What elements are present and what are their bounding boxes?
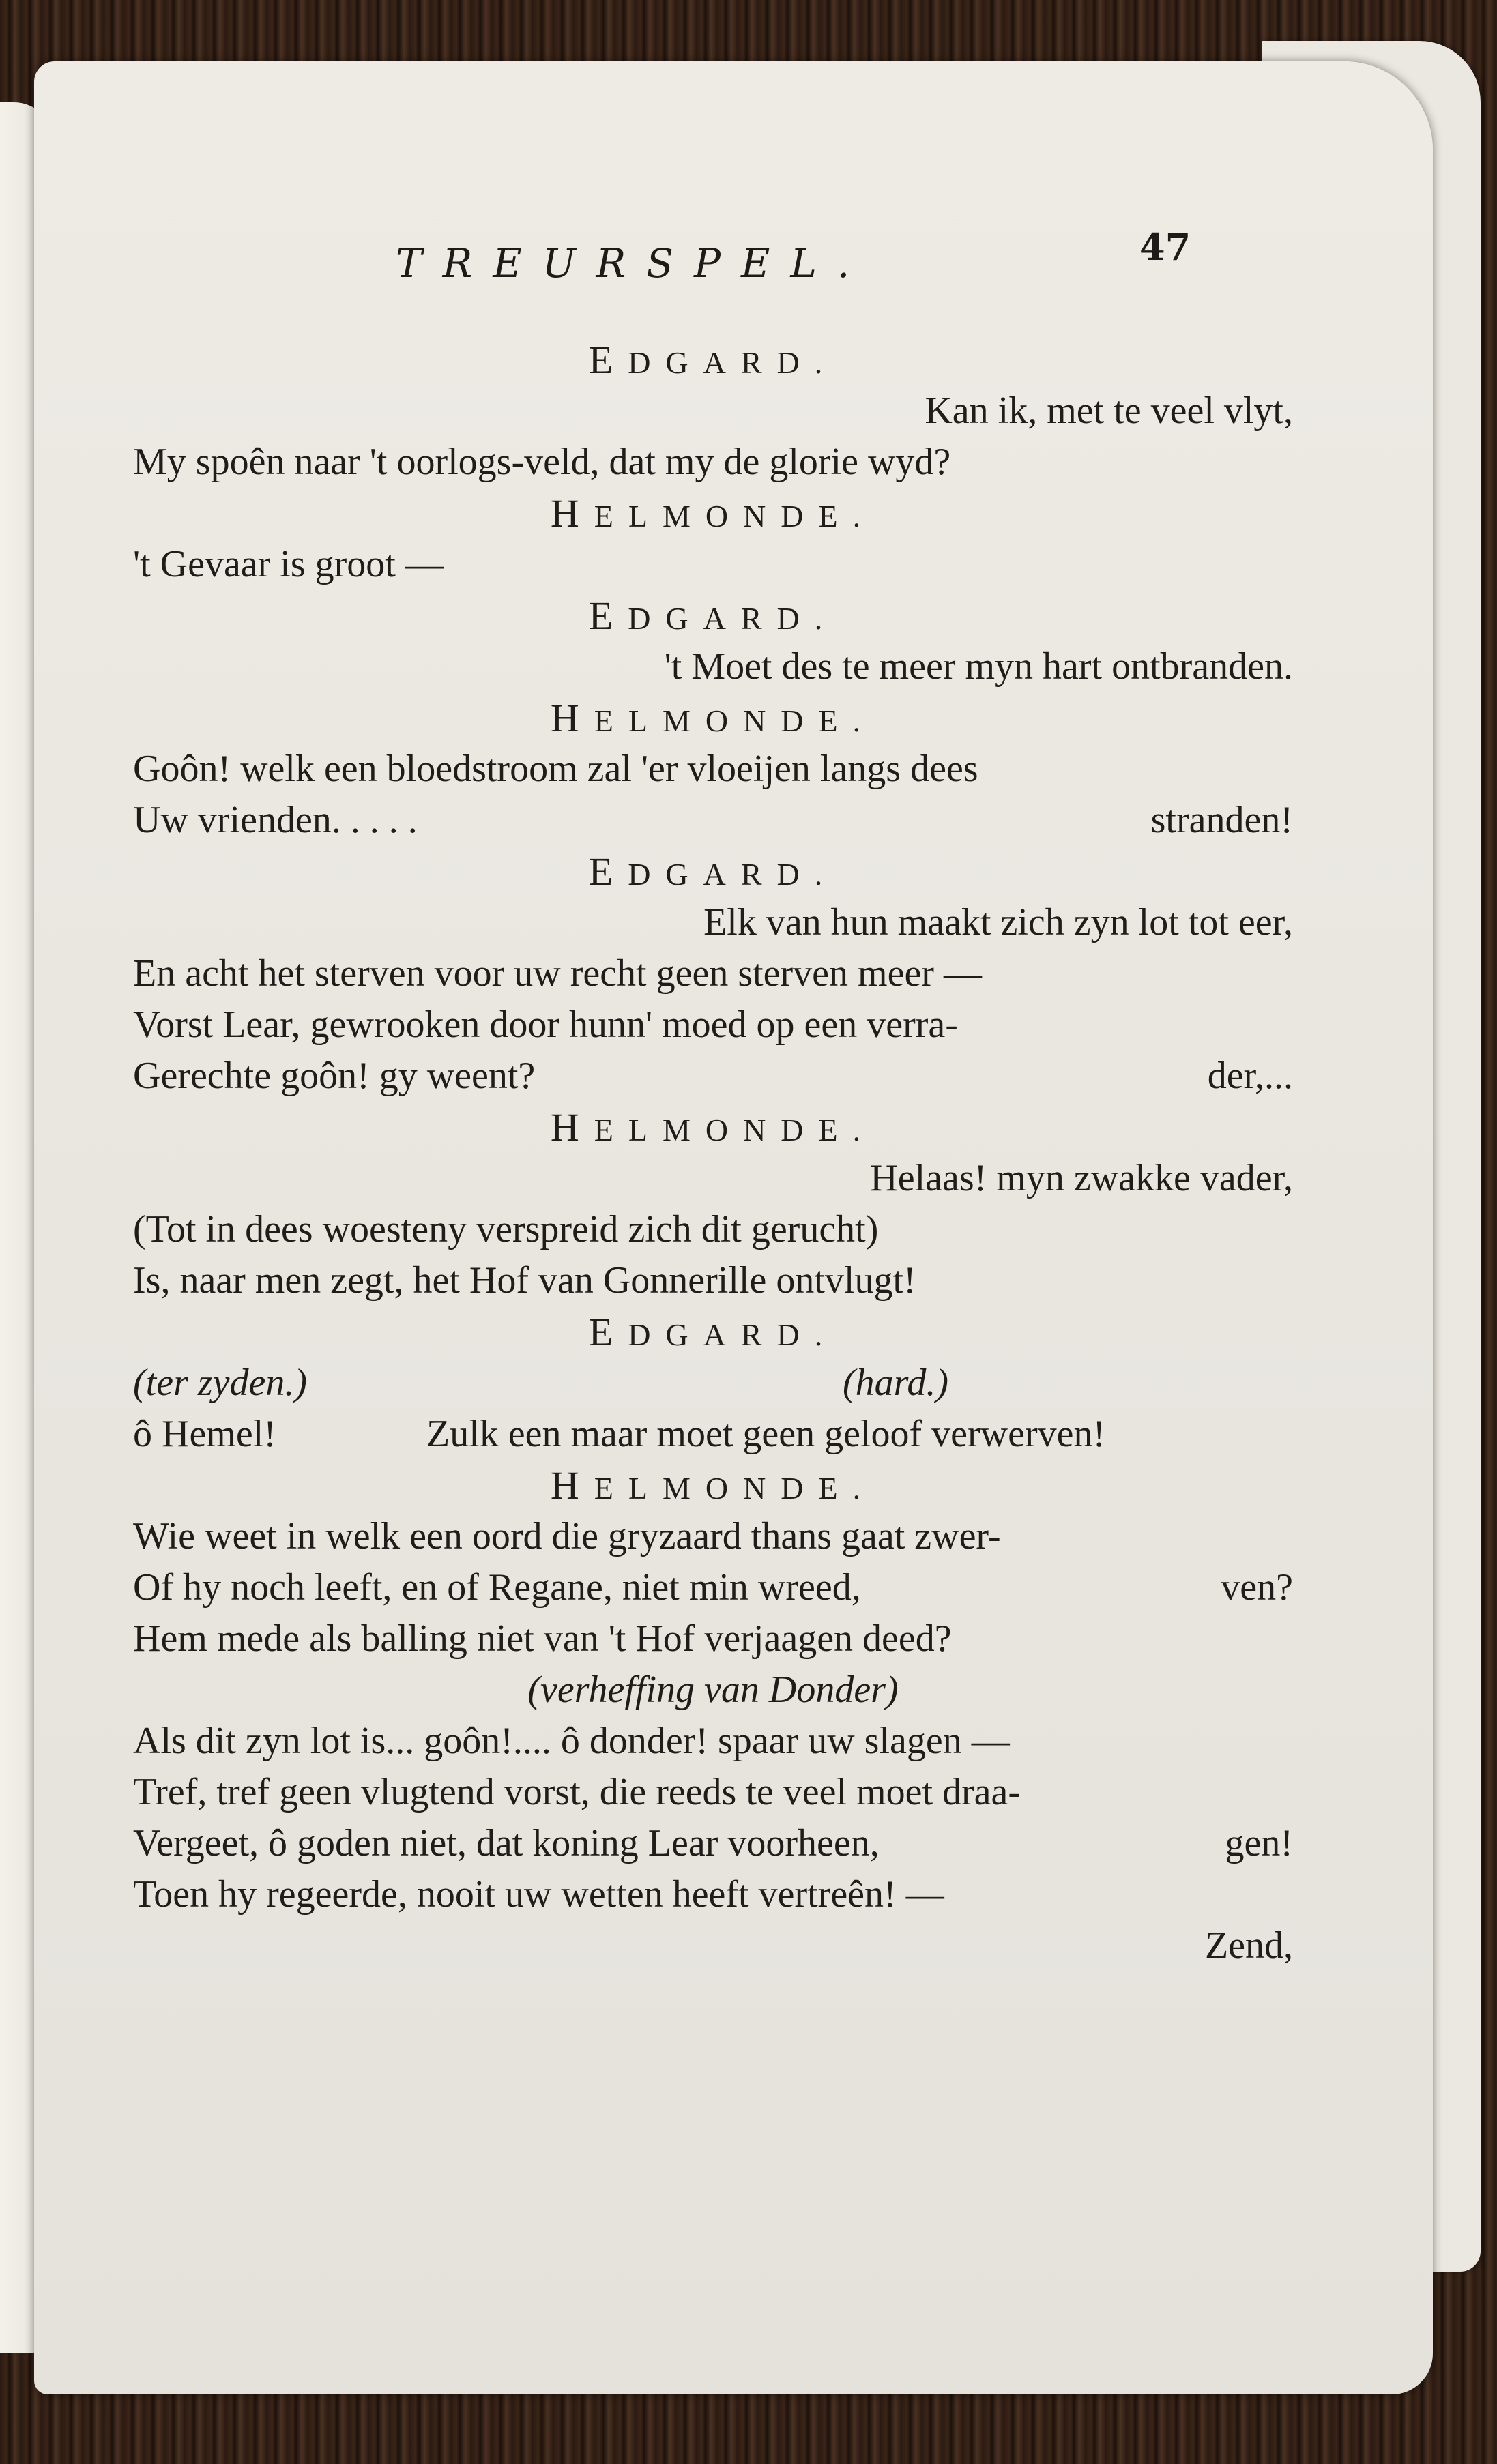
verse-line: Goôn! welk een bloedstroom zal 'er vloeijen langs dees: [133, 748, 978, 790]
verse-line: Of hy noch leeft, en of Regane, niet min wreed, ven?: [133, 1566, 1293, 1609]
verse-line: Uw vrienden. . . . . stranden!: [133, 799, 1293, 841]
catchword: Zend,: [1204, 1924, 1293, 1967]
speaker-heading: EDGARD.: [588, 338, 838, 382]
play-text: [133, 334, 1293, 1971]
book-page: [34, 61, 1433, 2394]
verse-line: 't Gevaar is groot —: [133, 543, 444, 585]
page-number: 47: [1139, 225, 1191, 269]
verse-line: Elk van hun maakt zich zyn lot tot eer,: [703, 901, 1293, 943]
verse-line: ô Hemel! Zulk een maar moet geen geloof verwerven!: [133, 1413, 1106, 1455]
speaker-heading: HELMONDE.: [550, 696, 876, 740]
verse-line: Helaas! myn zwakke vader,: [870, 1157, 1293, 1199]
verse-line: (Tot in dees woesteny verspreid zich dit gerucht): [133, 1208, 879, 1250]
verse-line: Vorst Lear, gewrooken door hunn' moed op een verra-: [133, 1003, 958, 1046]
verse-line: Toen hy regeerde, nooit uw wetten heeft vertreên! —: [133, 1873, 944, 1916]
speaker-heading: HELMONDE.: [550, 491, 876, 536]
speaker-heading: EDGARD.: [588, 1310, 838, 1354]
running-head: TREURSPEL.: [396, 240, 871, 287]
speaker-heading: HELMONDE.: [550, 1463, 876, 1508]
speaker-heading: EDGARD.: [588, 849, 838, 894]
verse-line: Wie weet in welk een oord die gryzaard thans gaat zwer-: [133, 1515, 1001, 1557]
verse-line: Tref, tref geen vlugtend vorst, die reeds te veel moet draa-: [133, 1771, 1021, 1813]
verse-line: Gerechte goôn! gy weent? der,...: [133, 1055, 1293, 1097]
verse-line: 't Moet des te meer myn hart ontbranden.: [664, 645, 1293, 688]
stage-direction: (ter zyden.) (hard.): [133, 1362, 949, 1404]
verse-line: Als dit zyn lot is... goôn!.... ô donder! spaar uw slagen —: [133, 1720, 1010, 1762]
verse-line: Vergeet, ô goden niet, dat koning Lear voorheen, gen!: [133, 1822, 1293, 1864]
stage-direction: (verheffing van Donder): [527, 1669, 899, 1711]
verse-line: Hem mede als balling niet van 't Hof verjaagen deed?: [133, 1617, 952, 1660]
verse-line: En acht het sterven voor uw recht geen sterven meer —: [133, 952, 982, 995]
verse-line: Is, naar men zegt, het Hof van Gonnerille ontvlugt!: [133, 1259, 916, 1302]
speaker-heading: HELMONDE.: [550, 1105, 876, 1149]
verse-line: My spoên naar 't oorlogs-veld, dat my de glorie wyd?: [133, 441, 951, 483]
verse-line: Kan ik, met te veel vlyt,: [925, 390, 1293, 432]
speaker-heading: EDGARD.: [588, 593, 838, 638]
